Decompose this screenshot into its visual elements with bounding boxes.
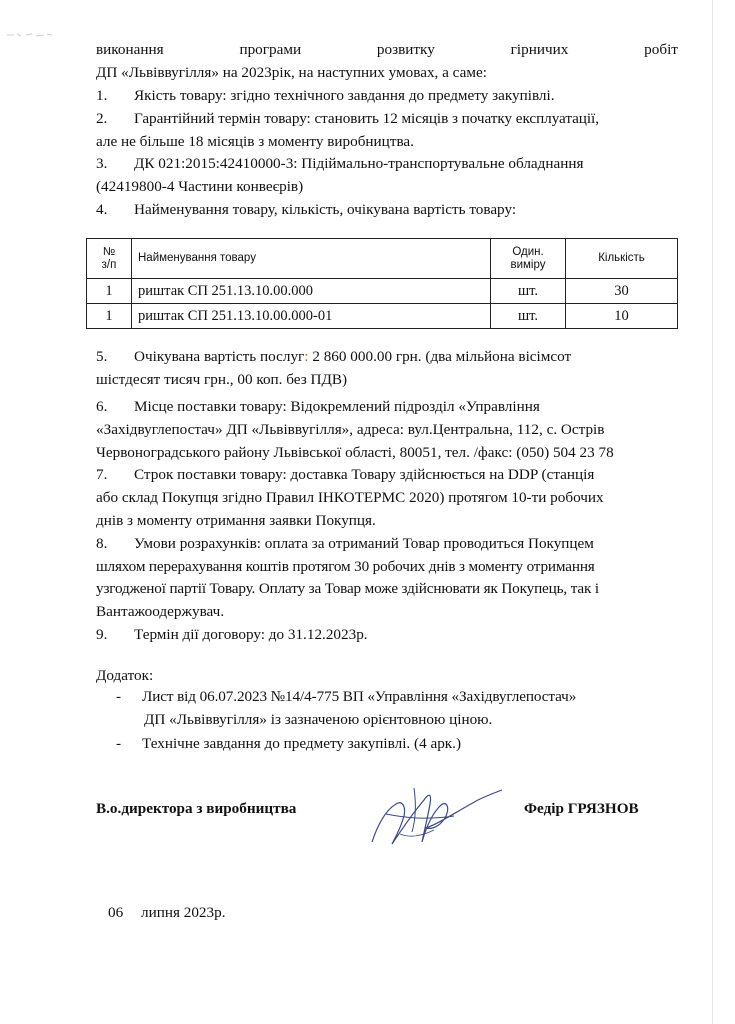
appendix-item-text: Лист від 06.07.2023 №14/4-775 ВП «Управління «Західвуглепостач»: [142, 688, 577, 705]
table-row: [87, 279, 678, 304]
intro-word: розвитку: [376, 41, 435, 58]
intro-word: гірничих: [510, 41, 569, 58]
item-number: 1.: [96, 87, 108, 104]
date-day: 06: [108, 904, 124, 921]
item-text: Найменування товару, кількість, очікувана вартість товару:: [134, 201, 517, 218]
intro-word: робіт: [644, 41, 678, 58]
header-number-line1: №: [102, 245, 116, 258]
item-9: [96, 624, 678, 647]
handwritten-signature: [366, 784, 506, 850]
item-8-cont: узгодженої партії Товару. Оплату за Товар може здійснювати як Покупець, так і: [96, 580, 599, 597]
goods-table: [86, 238, 678, 329]
header-number: [87, 239, 132, 279]
header-name: Найменування товару: [132, 239, 491, 279]
cell-name: риштак СП 251.13.10.00.000-01: [132, 304, 491, 329]
item-6: [96, 396, 678, 419]
appendix-title: Додаток:: [96, 667, 154, 684]
item-1: [96, 85, 678, 108]
item-text: ДК 021:2015:42410000-3: Підіймально-транспортувальне обладнання: [134, 155, 584, 172]
item-number: 2.: [96, 110, 108, 127]
scan-artifact-mark: [6, 32, 54, 38]
item-7: [96, 464, 678, 487]
item-8-cont: Вантажоодержувач.: [96, 603, 225, 620]
item-number: 9.: [96, 626, 108, 643]
item-text: 2 860 000.00 грн. (два мільйона вісімсот: [308, 348, 572, 365]
item-2: [96, 108, 678, 131]
signatory-name: Федір ГРЯЗНОВ: [524, 800, 639, 817]
item-number: 5.: [96, 348, 108, 365]
item-6-cont: «Західвуглепостач» ДП «Львіввугілля», адреса: вул.Центральна, 112, с. Острів: [96, 421, 605, 438]
item-text: Строк поставки товару: доставка Товару здійснюється на DDP (станція: [134, 466, 595, 483]
appendix-item-1-cont: ДП «Львіввугілля» із зазначеною орієнтовною ціною.: [144, 711, 493, 728]
header-unit-line1: Один.: [512, 245, 544, 258]
item-8-cont: шляхом перерахування коштів протягом 30 робочих днів з моменту отримання: [96, 558, 595, 575]
header-number-line2: з/п: [101, 258, 117, 271]
item-5: [96, 346, 678, 369]
header-unit-line2: виміру: [510, 258, 546, 271]
item-number: 3.: [96, 155, 108, 172]
item-3-cont: (42419800-4 Частини конвеєрів): [96, 178, 304, 195]
item-text: Термін дії договору: до 31.12.2023р.: [134, 626, 368, 643]
cell-number: 1: [87, 279, 132, 304]
item-2-cont: але не більше 18 місяців з моменту виробництва.: [96, 133, 414, 150]
intro-line-1: [96, 39, 678, 62]
item-5-cont: шістдесят тисяч грн., 00 коп. без ПДВ): [96, 371, 348, 388]
item-number: 6.: [96, 398, 108, 415]
item-8: [96, 533, 678, 556]
item-number: 8.: [96, 535, 108, 552]
cell-number: 1: [87, 304, 132, 329]
appendix-dash: -: [116, 735, 122, 752]
signatory-position: В.о.директора з виробництва: [96, 800, 297, 817]
item-number: 4.: [96, 201, 108, 218]
item-text-colon: :: [304, 348, 309, 365]
intro-word: програми: [239, 41, 302, 58]
item-number: 7.: [96, 466, 108, 483]
date-month-year: липня 2023р.: [140, 904, 226, 921]
item-7-cont: або склад Покупця згідно Правил ІНКОТЕРМС 2020) протягом 10-ти робочих: [96, 489, 604, 506]
scan-edge-line: [712, 0, 713, 1024]
item-text: Якість товару: згідно технічного завдання до предмету закупівлі.: [134, 87, 555, 104]
item-4: [96, 199, 678, 222]
item-text: Гарантійний термін товару: становить 12 місяців з початку експлуатації,: [134, 110, 599, 127]
intro-line-2: ДП «Львіввугілля» на 2023рік, на наступних умовах, а саме:: [96, 64, 487, 81]
cell-unit: шт.: [491, 279, 566, 304]
cell-name: риштак СП 251.13.10.00.000: [132, 279, 491, 304]
document-date: [108, 902, 226, 925]
cell-unit: шт.: [491, 304, 566, 329]
appendix-dash: -: [116, 688, 122, 705]
item-text: Місце поставки товару: Відокремлений підрозділ «Управління: [134, 398, 540, 415]
item-6-cont: Червоноградського району Львівської області, 80051, тел. /факс: (050) 504 23 78: [96, 444, 614, 461]
table-row: [87, 304, 678, 329]
item-text: Умови розрахунків: оплата за отриманий Товар проводиться Покупцем: [134, 535, 594, 552]
cell-quantity: 10: [566, 304, 678, 329]
appendix-item-text: Технічне завдання до предмету закупівлі. (4 арк.): [142, 735, 462, 752]
intro-word: виконання: [96, 41, 164, 58]
item-7-cont: днів з моменту отримання заявки Покупця.: [96, 512, 376, 529]
item-3: [96, 153, 678, 176]
header-quantity: Кількість: [566, 239, 678, 279]
header-unit: [491, 239, 566, 279]
item-text: Очікувана вартість послуг: [134, 348, 305, 365]
table-header-row: [87, 239, 678, 279]
cell-quantity: 30: [566, 279, 678, 304]
